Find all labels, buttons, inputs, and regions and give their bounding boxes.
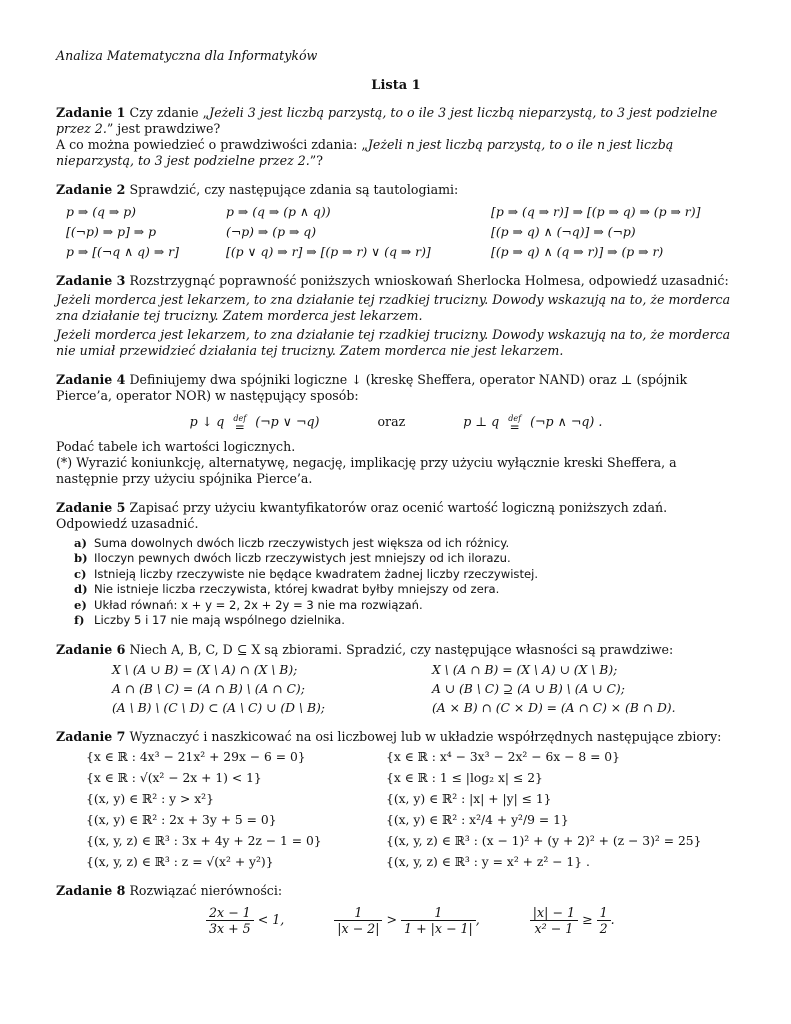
def-equals (233, 413, 247, 434)
task-8-text: Rozwiązać nierówności: (129, 883, 283, 899)
task-2-text: Sprawdzić, czy następujące zdania są tautologiami: (129, 182, 459, 197)
task-4-after-1: Podać tabele ich wartości logicznych. (56, 438, 296, 454)
item-key: e) (74, 597, 87, 612)
formula: [(p ⇒ q) ∧ (q ⇒ r)] ⇒ (p ⇒ r) (491, 244, 664, 259)
task-7-label: Zadanie 7 (56, 729, 126, 745)
item-text: Suma dowolnych dwóch liczb rzeczywistych jest większa od ich różnicy. (94, 535, 510, 550)
task-3 (56, 273, 736, 359)
inequality-rest: < 1, (257, 912, 285, 928)
identity: A ∩ (B \ C) = (A ∩ B) \ (A ∩ C); (112, 682, 305, 697)
task-5-text: Zapisać przy użyciu kwantyfikatorów oraz ocenić wartość logiczną poniższych zdań. Odpowiedź uzasadnić. (56, 499, 668, 531)
inequality-2 (334, 905, 480, 936)
set-expression: {(x, y) ∈ ℝ² : y > x²} (86, 792, 214, 807)
numerator: 2x − 1 (206, 905, 254, 921)
item-key: f) (74, 613, 85, 628)
definitions-row (56, 413, 736, 434)
formula: [p ⇒ (q ⇒ r)] ⇒ [(p ⇒ q) ⇒ (p ⇒ r)] (491, 204, 701, 219)
nand-right: (¬p ∨ ¬q) (255, 414, 320, 429)
set-expression: {x ∈ ℝ : 4x³ − 21x² + 29x − 6 = 0} (86, 750, 306, 765)
task-1-post: ” jest prawdziwe? (106, 121, 221, 136)
task-1-quote-2: Jeżeli n jest liczbą parzystą, to o ile n jest liczbą nieparzystą, to 3 jest podzielne przez 2. (56, 137, 674, 168)
item-text: Istnieją liczby rzeczywiste nie będące kwadratem żadnej liczby rzeczywistej. (94, 566, 539, 581)
item-key: c) (74, 566, 87, 581)
fraction (334, 905, 382, 936)
punctuation: . (610, 912, 615, 928)
set-expression: {(x, y) ∈ ℝ² : |x| + |y| ≤ 1} (386, 792, 552, 807)
item-text: Układ równań: x + y = 2, 2x + 2y = 3 nie ma rozwiązań. (94, 597, 423, 612)
nand-definition (189, 413, 320, 434)
task-5-label: Zadanie 5 (56, 499, 126, 515)
identity: (A \ B) \ (C \ D) ⊂ (A \ C) ∪ (D \ B); (112, 701, 325, 716)
set-expression: {(x, y, z) ∈ ℝ³ : 3x + 4y + 2z − 1 = 0} (86, 834, 322, 849)
set-expression: {x ∈ ℝ : √(x² − 2x + 1) < 1} (86, 771, 262, 786)
task-3-argument-2: Jeżeli morderca jest lekarzem, to zna działanie tej rzadkiej trucizny. Dowody wskazują na to, że morderca nie umiał przewidzieć działania tej trucizny. Zatem morderca nie jest lekarzem. (56, 327, 731, 358)
operator: ≥ (581, 912, 593, 928)
identity: X \ (A ∩ B) = (X \ A) ∪ (X \ B); (432, 663, 618, 678)
item-text: Liczby 5 i 17 nie mają wspólnego dzielnika. (94, 613, 345, 628)
formula: (¬p) ⇒ (p ⇒ q) (226, 224, 317, 239)
list-item (74, 567, 736, 583)
task-4-label: Zadanie 4 (56, 372, 126, 387)
denominator: x² − 1 (534, 921, 574, 937)
course-header: Analiza Matematyczna dla Informatyków (56, 48, 318, 63)
nor-left: p ⊥ q (463, 414, 500, 429)
punctuation: , (475, 912, 480, 928)
identity: X \ (A ∪ B) = (X \ A) ∩ (X \ B); (112, 663, 298, 678)
item-key: b) (74, 551, 88, 566)
identity: (A × B) ∩ (C × D) = (A ∩ C) × (B ∩ D). (432, 701, 676, 716)
task-3-argument-1: Jeżeli morderca jest lekarzem, to zna działanie tej rzadkiej trucizny. Dowody wskazują na to, że morderca zna działanie tej trucizny. Zatem morderca jest lekarzem. (56, 292, 731, 323)
set-expression: {x ∈ ℝ : 1 ≤ |log₂ x| ≤ 2} (386, 771, 543, 786)
document-page (56, 48, 736, 949)
def-equals (508, 413, 522, 434)
item-text: Iloczyn pewnych dwóch liczb rzeczywistych jest mniejszy od ich ilorazu. (94, 551, 511, 566)
formula: [(p ⇒ q) ∧ (¬q)] ⇒ (¬p) (491, 224, 636, 239)
inequality-3 (530, 905, 615, 936)
task-6 (56, 642, 736, 716)
set-expression: {(x, y) ∈ ℝ² : x²/4 + y²/9 = 1} (386, 813, 569, 828)
task-3-text: Rozstrzygnąć poprawność poniższych wnioskowań Sherlocka Holmesa, odpowiedź uzasadnić: (129, 273, 729, 288)
formula: [(p ∨ q) ⇒ r] ⇒ [(p ⇒ r) ∨ (q ⇒ r)] (226, 244, 431, 259)
nor-right: (¬p ∧ ¬q) . (530, 414, 603, 429)
def-small: def (233, 413, 247, 423)
task-1-line2-pre: A co można powiedzieć o prawdziwości zdania: „ (56, 137, 368, 152)
task-1-line2-post: ”? (309, 153, 323, 168)
task-1-label: Zadanie 1 (56, 105, 126, 120)
operator: > (386, 912, 398, 928)
tautology-grid (66, 204, 736, 260)
def-small: def (508, 413, 522, 423)
task-5 (56, 500, 736, 630)
set-expression: {(x, y, z) ∈ ℝ³ : z = √(x² + y²)} (86, 855, 274, 870)
list-item (74, 536, 736, 552)
inequality-1 (206, 905, 284, 936)
task-1 (56, 105, 736, 169)
formula: p ⇒ (q ⇒ p) (66, 204, 136, 219)
task-6-text: Niech A, B, C, D ⊆ X są zbiorami. Spradzić, czy następujące własności są prawdziwe: (129, 642, 674, 658)
list-item (74, 598, 736, 614)
task-1-quote: Jeżeli 3 jest liczbą parzystą, to o ile 3 jest liczbą nieparzystą, to 3 jest podzielne przez 2. (56, 105, 718, 136)
def-eq: = (234, 419, 245, 434)
denominator: 2 (599, 921, 608, 937)
task-4 (56, 372, 736, 487)
def-eq: = (509, 419, 520, 434)
task-1-pre: Czy zdanie „ (129, 105, 210, 120)
task-5-list (74, 536, 736, 630)
task-7 (56, 729, 736, 870)
sets-grid (86, 749, 736, 870)
set-expression: {(x, y) ∈ ℝ² : 2x + 3y + 5 = 0} (86, 813, 277, 828)
numerator: 1 (334, 905, 382, 921)
task-8 (56, 883, 736, 936)
numerator: 1 (597, 905, 611, 921)
task-3-label: Zadanie 3 (56, 273, 126, 288)
task-7-text: Wyznaczyć i naszkicować na osi liczbowej lub w układzie współrzędnych następujące zbiory: (129, 729, 722, 745)
task-4-text: Definiujemy dwa spójniki logiczne ↓ (kreskę Sheffera, operator NAND) oraz ⊥ (spójnik Pierce’a, operator NOR) w następujący sposób: (56, 372, 688, 403)
item-text: Nie istnieje liczba rzeczywista, której kwadrat byłby mniejszy od zera. (94, 582, 500, 597)
task-6-label: Zadanie 6 (56, 642, 126, 658)
list-item (74, 613, 736, 629)
task-8-label: Zadanie 8 (56, 883, 126, 899)
formula: p ⇒ (q ⇒ (p ∧ q)) (226, 204, 331, 219)
list-item (74, 582, 736, 598)
inequalities-row (206, 905, 736, 936)
oraz-word: oraz (377, 414, 406, 429)
denominator: 3x + 5 (209, 921, 251, 937)
task-4-after-2: (*) Wyrazić koniunkcję, alternatywę, negację, implikację przy użyciu wyłącznie kreski Sheffera, a następnie przy użyciu spójnika Pierce’a. (56, 454, 677, 486)
identity: A ∪ (B \ C) ⊇ (A ∪ B) \ (A ∪ C); (432, 682, 625, 697)
item-key: a) (74, 535, 87, 550)
item-key: d) (74, 582, 88, 597)
set-expression: {(x, y, z) ∈ ℝ³ : y = x² + z² − 1} . (386, 855, 590, 870)
formula: [(¬p) ⇒ p] ⇒ p (66, 224, 157, 239)
denominator: 1 + |x − 1| (404, 921, 473, 937)
task-2-label: Zadanie 2 (56, 182, 126, 197)
fraction (597, 905, 611, 936)
denominator: |x − 2| (337, 921, 380, 937)
numerator: |x| − 1 (530, 905, 578, 921)
numerator: 1 (401, 905, 476, 921)
formula: p ⇒ [(¬q ∧ q) ⇒ r] (66, 244, 179, 259)
set-expression: {(x, y, z) ∈ ℝ³ : (x − 1)² + (y + 2)² + (z − 3)² = 25} (386, 834, 702, 849)
set-expression: {x ∈ ℝ : x⁴ − 3x³ − 2x² − 6x − 8 = 0} (386, 750, 620, 765)
set-identities (112, 662, 736, 716)
task-1-line-2 (56, 137, 736, 169)
fraction (206, 905, 254, 936)
fraction (401, 905, 476, 936)
list-item (74, 551, 736, 567)
nand-left: p ↓ q (189, 414, 225, 429)
task-1-line-1 (56, 105, 736, 137)
fraction (530, 905, 578, 936)
list-title: Lista 1 (371, 78, 421, 93)
task-2 (56, 182, 736, 260)
nor-definition (463, 413, 603, 434)
